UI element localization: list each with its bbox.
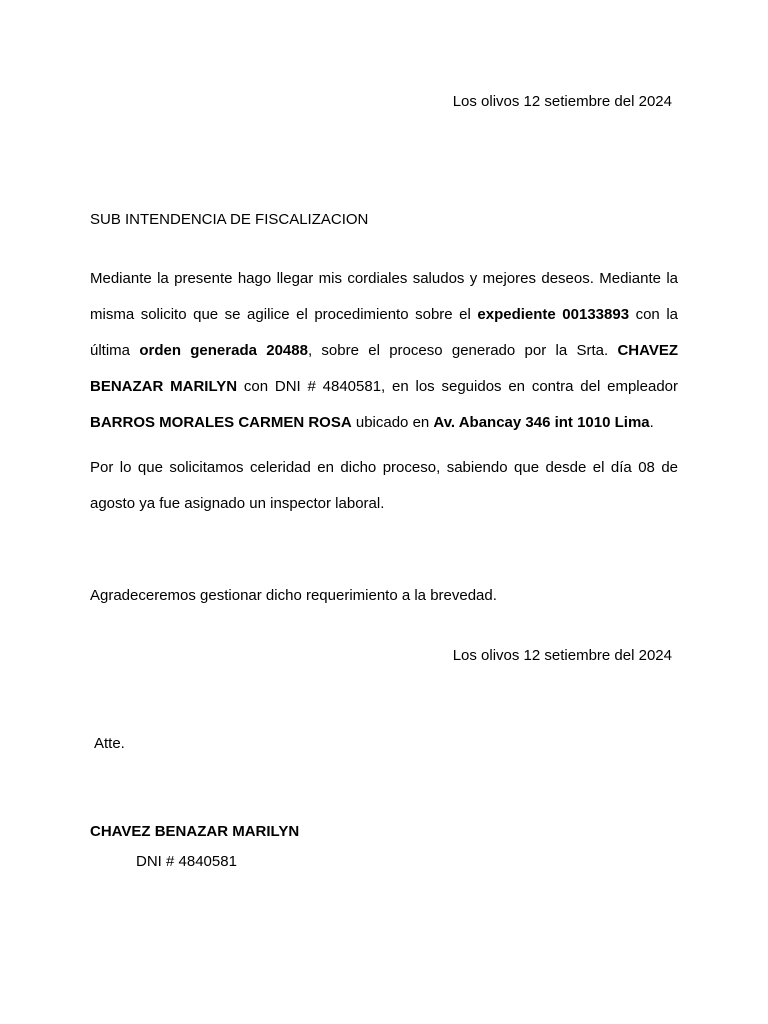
body-paragraph-urgency: Por lo que solicitamos celeridad en dicho proceso, sabiendo que desde el día 08 de agosto ya fue asignado un inspector laboral. xyxy=(90,459,678,512)
claimant-name: CHAVEZ BENAZAR MARILYN xyxy=(90,342,678,395)
signer-dni: DNI # 4840581 xyxy=(136,853,237,870)
signer-name: CHAVEZ BENAZAR MARILYN xyxy=(90,823,300,840)
paragraph-text: con DNI # 4840581, en los seguidos en contra del empleador xyxy=(237,378,679,395)
sign-off: Atte. xyxy=(94,735,125,752)
order-number: orden generada 20488 xyxy=(139,342,308,359)
case-file-number: expediente 00133893 xyxy=(477,306,630,323)
paragraph-text: , sobre el proceso generado por la Srta. xyxy=(307,342,618,359)
closing-line: Agradeceremos gestionar dicho requerimiento a la brevedad. xyxy=(90,587,497,604)
employer-name: BARROS MORALES CARMEN ROSA xyxy=(90,414,352,431)
employer-address: Av. Abancay 346 int 1010 Lima xyxy=(433,414,650,431)
paragraph-text: . xyxy=(649,414,654,431)
letter-date-top: Los olivos 12 setiembre del 2024 xyxy=(452,93,672,110)
body-paragraph-request xyxy=(90,261,678,441)
paragraph-text: con la última xyxy=(90,306,678,359)
letter-date-bottom: Los olivos 12 setiembre del 2024 xyxy=(452,647,672,664)
paragraph-text: ubicado en xyxy=(351,414,434,431)
paragraph-text: Mediante la presente hago llegar mis cordiales saludos y mejores deseos. Mediante la misma solicito que se agilice el procedimiento sobre el xyxy=(90,270,678,323)
addressee: SUB INTENDENCIA DE FISCALIZACION xyxy=(90,211,369,228)
